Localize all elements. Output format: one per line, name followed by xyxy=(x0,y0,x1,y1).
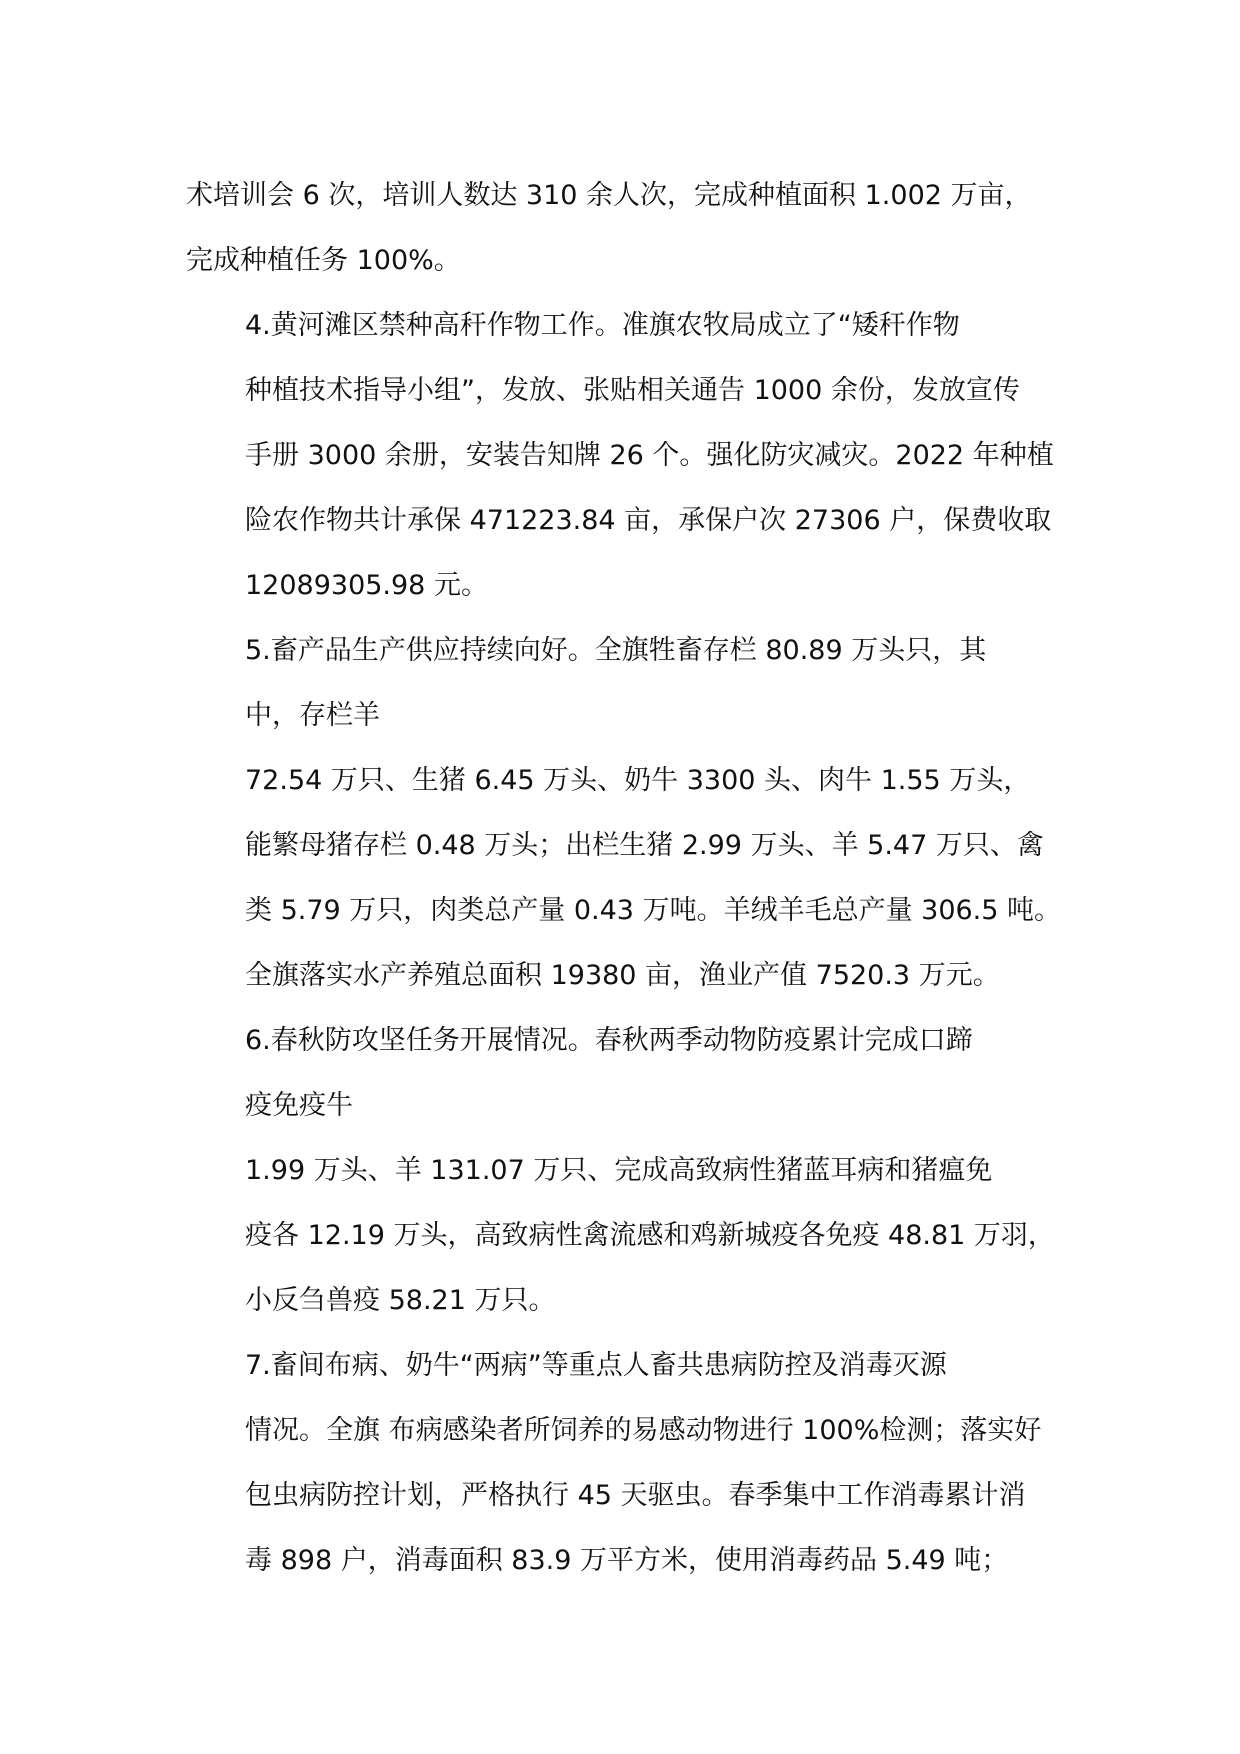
paragraph-line: 12089305.98 元。 xyxy=(245,570,488,601)
paragraph-line: 全旗落实水产养殖总面积 19380 亩，渔业产值 7520.3 万元。 xyxy=(245,960,1000,991)
paragraph-line: 7.畜间布病、奶牛“两病”等重点人畜共患病防控及消毒灭源 xyxy=(245,1350,947,1381)
paragraph-line: 1.99 万头、羊 131.07 万只、完成高致病性猪蓝耳病和猪瘟免 xyxy=(245,1155,993,1186)
paragraph-line: 5.畜产品生产供应持续向好。全旗牲畜存栏 80.89 万头只，其 xyxy=(245,635,987,666)
paragraph-line: 手册 3000 余册，安装告知牌 26 个。强化防灾减灾。2022 年种植 xyxy=(245,440,1054,471)
paragraph-line: 能繁母猪存栏 0.48 万头；出栏生猪 2.99 万头、羊 5.47 万只、禽 xyxy=(245,830,1044,861)
paragraph xyxy=(186,748,1086,1008)
paragraph-line: 小反刍兽疫 58.21 万只。 xyxy=(245,1285,556,1316)
paragraph xyxy=(186,1008,1086,1138)
paragraph-line: 情况。全旗 布病感染者所饲养的易感动物进行 100%检测；落实好 xyxy=(245,1415,1042,1446)
paragraph-line: 包虫病防控计划，严格执行 45 天驱虫。春季集中工作消毒累计消 xyxy=(245,1480,1026,1511)
paragraph-line: 疫各 12.19 万头，高致病性禽流感和鸡新城疫各免疫 48.81 万羽， xyxy=(245,1220,1055,1251)
paragraph xyxy=(186,1138,1086,1333)
paragraph xyxy=(186,618,1086,748)
paragraph xyxy=(186,293,1086,618)
paragraph-line: 种植技术指导小组”，发放、张贴相关通告 1000 余份，发放宣传 xyxy=(245,375,1020,406)
paragraph-line: 4.黄河滩区禁种高秆作物工作。准旗农牧局成立了“矮秆作物 xyxy=(245,310,960,341)
document-body xyxy=(186,163,1086,1593)
paragraph-line: 6.春秋防攻坚任务开展情况。春秋两季动物防疫累计完成口蹄 xyxy=(245,1025,973,1056)
paragraph xyxy=(186,1333,1086,1593)
paragraph-line: 类 5.79 万只，肉类总产量 0.43 万吨。羊绒羊毛总产量 306.5 吨。 xyxy=(245,895,1062,926)
paragraph-line: 毒 898 户，消毒面积 83.9 万平方米，使用消毒药品 5.49 吨； xyxy=(245,1545,1009,1576)
paragraph-line: 术培训会 6 次，培训人数达 310 余人次，完成种植面积 1.002 万亩， xyxy=(186,180,1032,211)
paragraph-line: 完成种植任务 100%。 xyxy=(186,245,461,276)
paragraph-line: 险农作物共计承保 471223.84 亩，承保户次 27306 户，保费收取 xyxy=(245,505,1052,536)
paragraph-line: 中，存栏羊 xyxy=(245,700,380,731)
paragraph-line: 72.54 万只、生猪 6.45 万头、奶牛 3300 头、肉牛 1.55 万头， xyxy=(245,765,1031,796)
paragraph-line: 疫免疫牛 xyxy=(245,1090,353,1121)
paragraph xyxy=(186,163,1086,293)
